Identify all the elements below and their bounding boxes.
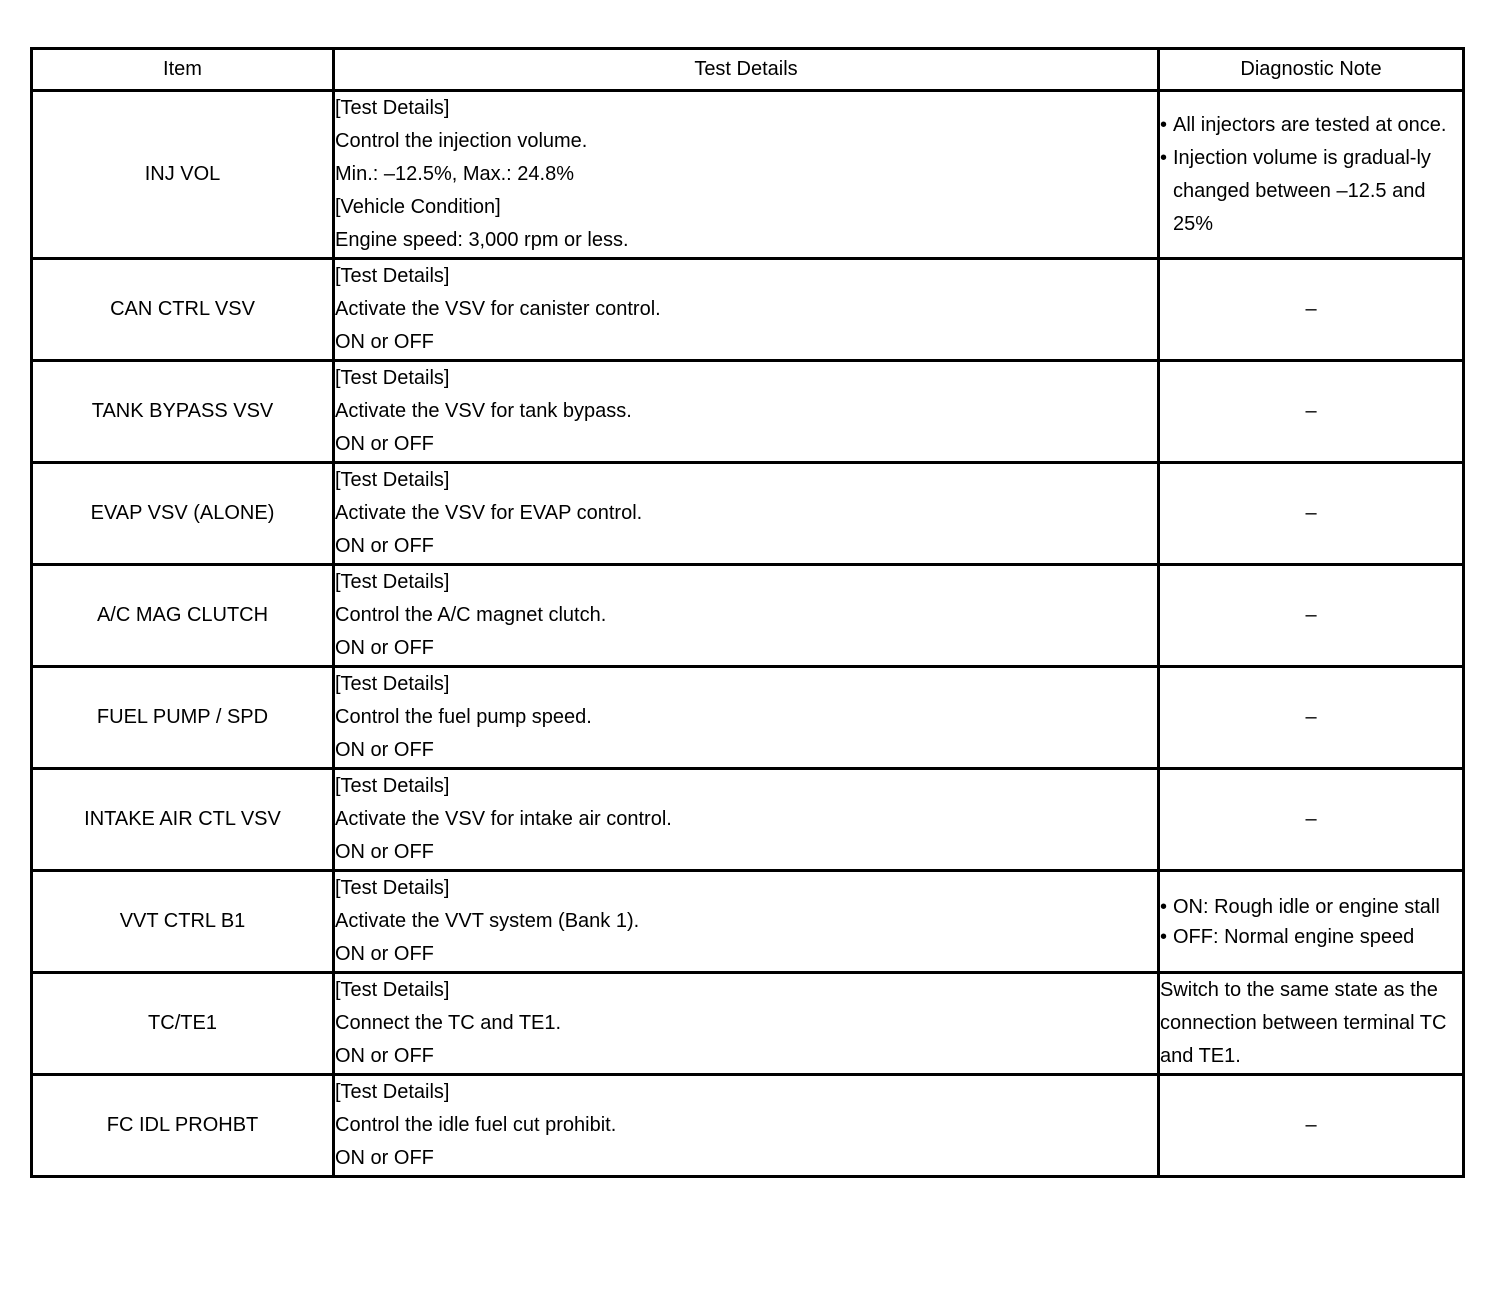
- details-line: ON or OFF: [335, 841, 434, 863]
- note-cell: –: [1159, 259, 1464, 361]
- details-line: ON or OFF: [335, 535, 434, 557]
- note-cell: –: [1159, 565, 1464, 667]
- details-cell: [334, 973, 1159, 1075]
- active-test-table: [30, 47, 1465, 1178]
- note-bullet: • OFF: Normal engine speed: [1160, 922, 1462, 952]
- details-line: [Test Details]: [335, 571, 450, 593]
- details-line: Connect the TC and TE1.: [335, 1012, 562, 1034]
- table-row: [32, 463, 1464, 565]
- details-line: [Test Details]: [335, 877, 450, 899]
- item-cell: INJ VOL: [32, 91, 334, 259]
- table-row: [32, 769, 1464, 871]
- details-line: Min.: –12.5%, Max.: 24.8%: [335, 163, 575, 185]
- table-row: [32, 259, 1464, 361]
- note-cell: [1159, 871, 1464, 973]
- details-cell: [334, 91, 1159, 259]
- details-line: [Test Details]: [335, 979, 450, 1001]
- note-bullet: • ON: Rough idle or engine stall: [1160, 892, 1462, 922]
- table-row: [32, 973, 1464, 1075]
- details-line: Control the injection volume.: [335, 130, 588, 152]
- item-cell: VVT CTRL B1: [32, 871, 334, 973]
- details-cell: [334, 565, 1159, 667]
- details-line: [Test Details]: [335, 265, 450, 287]
- header-row: [32, 49, 1464, 91]
- details-line: Engine speed: 3,000 rpm or less.: [335, 229, 629, 251]
- details-line: ON or OFF: [335, 739, 434, 761]
- details-line: Activate the VSV for intake air control.: [335, 808, 672, 830]
- details-cell: [334, 1075, 1159, 1177]
- details-line: ON or OFF: [335, 331, 434, 353]
- details-line: ON or OFF: [335, 637, 434, 659]
- details-line: Activate the VSV for tank bypass.: [335, 400, 632, 422]
- table-row: [32, 565, 1464, 667]
- details-line: Activate the VSV for canister control.: [335, 298, 661, 320]
- details-line: Control the idle fuel cut prohibit.: [335, 1114, 617, 1136]
- item-cell: TC/TE1: [32, 973, 334, 1075]
- details-cell: [334, 871, 1159, 973]
- item-cell: FUEL PUMP / SPD: [32, 667, 334, 769]
- note-cell: –: [1159, 667, 1464, 769]
- details-cell: [334, 769, 1159, 871]
- details-line: Activate the VSV for EVAP control.: [335, 502, 643, 524]
- item-cell: FC IDL PROHBT: [32, 1075, 334, 1177]
- details-line: Activate the VVT system (Bank 1).: [335, 910, 640, 932]
- details-line: Control the A/C magnet clutch.: [335, 604, 607, 626]
- header-diagnostic-note: Diagnostic Note: [1159, 49, 1464, 91]
- table-row: [32, 361, 1464, 463]
- note-cell: –: [1159, 463, 1464, 565]
- details-cell: [334, 667, 1159, 769]
- item-cell: INTAKE AIR CTL VSV: [32, 769, 334, 871]
- details-cell: [334, 259, 1159, 361]
- details-cell: [334, 361, 1159, 463]
- note-text: Switch to the same state as the connection between terminal TC and TE1.: [1160, 979, 1447, 1067]
- details-line: [Test Details]: [335, 775, 450, 797]
- table-row: [32, 871, 1464, 973]
- details-line: ON or OFF: [335, 433, 434, 455]
- note-bullet: • Injection volume is gradual-ly changed between –12.5 and 25%: [1160, 142, 1462, 241]
- details-line: Control the fuel pump speed.: [335, 706, 592, 728]
- details-line: [Test Details]: [335, 367, 450, 389]
- details-line: ON or OFF: [335, 1147, 434, 1169]
- details-line: ON or OFF: [335, 943, 434, 965]
- table-row: [32, 1075, 1464, 1177]
- item-cell: CAN CTRL VSV: [32, 259, 334, 361]
- note-cell: [1159, 973, 1464, 1075]
- details-cell: [334, 463, 1159, 565]
- header-test-details: Test Details: [334, 49, 1159, 91]
- note-cell: –: [1159, 361, 1464, 463]
- note-cell: –: [1159, 769, 1464, 871]
- note-bullet: • All injectors are tested at once.: [1160, 109, 1462, 142]
- header-item: Item: [32, 49, 334, 91]
- note-cell: –: [1159, 1075, 1464, 1177]
- details-line: [Vehicle Condition]: [335, 196, 501, 218]
- table-row: [32, 91, 1464, 259]
- details-line: [Test Details]: [335, 469, 450, 491]
- details-line: [Test Details]: [335, 97, 450, 119]
- item-cell: TANK BYPASS VSV: [32, 361, 334, 463]
- details-line: [Test Details]: [335, 673, 450, 695]
- table-row: [32, 667, 1464, 769]
- note-cell: [1159, 91, 1464, 259]
- item-cell: A/C MAG CLUTCH: [32, 565, 334, 667]
- item-cell: EVAP VSV (ALONE): [32, 463, 334, 565]
- details-line: ON or OFF: [335, 1045, 434, 1067]
- details-line: [Test Details]: [335, 1081, 450, 1103]
